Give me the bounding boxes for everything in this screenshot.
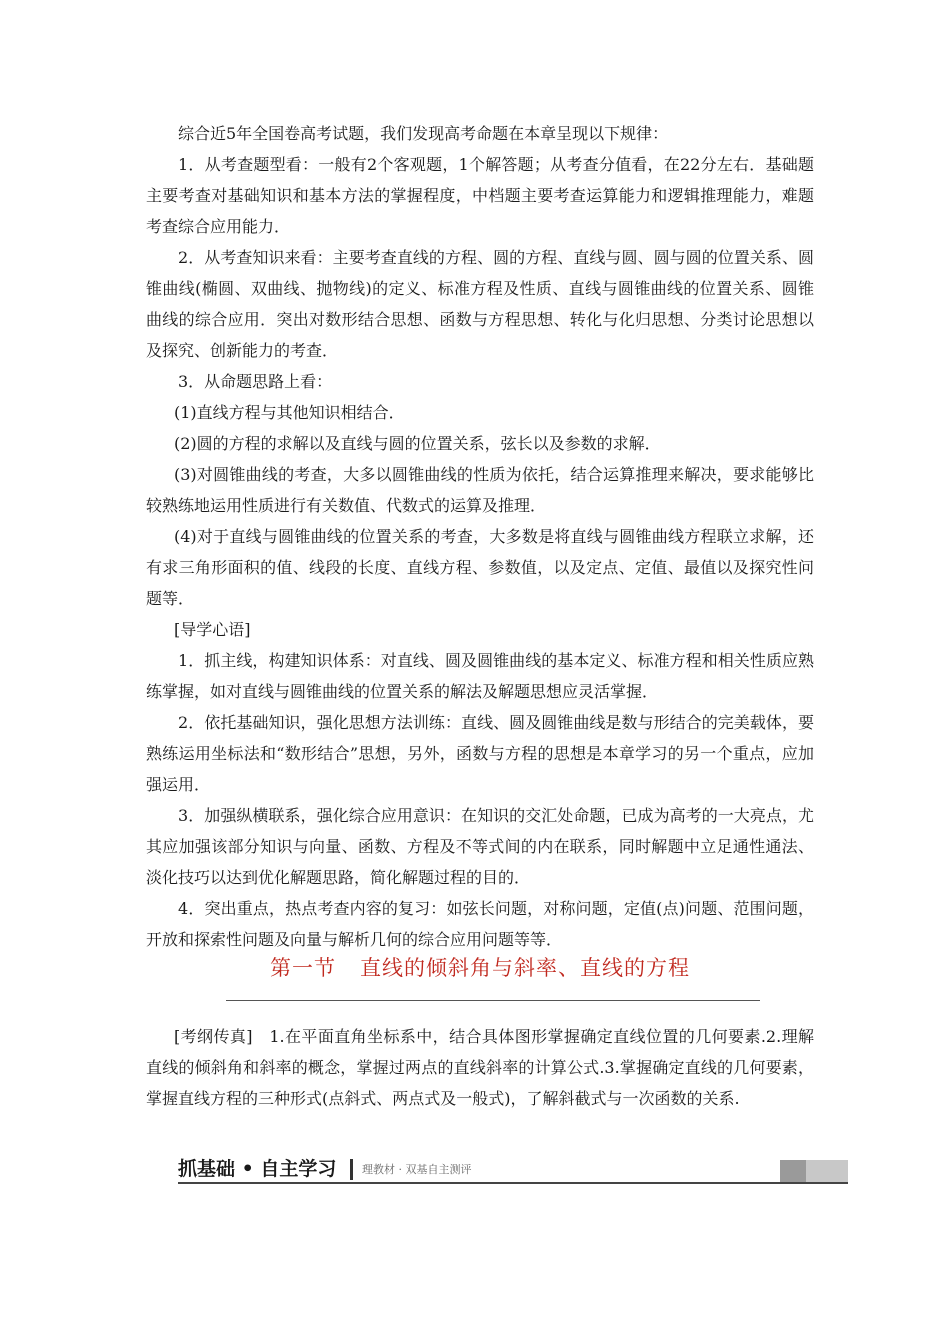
guide-point-2: 2．依托基础知识，强化思想方法训练：直线、圆及圆锥曲线是数与形结合的完美载体，要熟练运用坐标法和“数形结合”思想，另外，函数与方程的思想是本章学习的另一个重点，应加强运用． — [146, 713, 814, 794]
section-title — [146, 952, 814, 982]
intro-point-3: 3．从命题思路上看： — [178, 372, 333, 391]
intro-point-2: 2．从考查知识来看：主要考查直线的方程、圆的方程、直线与圆、圆与圆的位置关系、圆锥曲线(椭圆、双曲线、抛物线)的定义、标准方程及性质、直线与圆锥曲线的位置关系、圆锥曲线的综合应用．突出对数形结合思想、函数与方程思想、转化与化归思想、分类讨论思想以及探究、创新能力的考查． — [146, 248, 814, 360]
intro-point-3-3: (3)对圆锥曲线的考查，大多以圆锥曲线的性质为依托，结合运算推理来解决，要求能够比较熟练地运用性质进行有关数值、代数式的运算及推理． — [146, 465, 814, 515]
banner-decor-light — [806, 1160, 848, 1182]
guide-point-3: 3．加强纵横联系，强化综合应用意识：在知识的交汇处命题，已成为高考的一大亮点，尤其应加强该部分知识与向量、函数、方程及不等式间的内在联系，同时解题中立足通性通法、淡化技巧以达到优化解题思路，简化解题过程的目的． — [146, 806, 814, 887]
section-number: 第一节 — [270, 956, 336, 980]
intro-point-3-4: (4)对于直线与圆锥曲线的位置关系的考查，大多数是将直线与圆锥曲线方程联立求解，还有求三角形面积的值、线段的长度、直线方程、参数值，以及定点、定值、最值以及探究性问题等． — [146, 527, 814, 608]
intro-point-1: 1．从考查题型看：一般有2个客观题，1个解答题；从考查分值看，在22分左右．基础题主要考查对基础知识和基本方法的掌握程度，中档题主要考查运算能力和逻辑推理能力，难题考查综合应用能力． — [146, 155, 814, 236]
intro-section — [146, 118, 814, 955]
banner-separator — [350, 1159, 353, 1180]
guide-point-1: 1．抓主线，构建知识体系：对直线、圆及圆锥曲线的基本定义、标准方程和相关性质应熟练掌握，如对直线与圆锥曲线的位置关系的解法及解题思想应灵活掌握． — [146, 651, 814, 701]
intro-point-3-2: (2)圆的方程的求解以及直线与圆的位置关系，弦长以及参数的求解． — [174, 434, 661, 453]
outline-section — [146, 1021, 814, 1114]
banner-title: 抓基础 • 自主学习 — [178, 1158, 337, 1180]
guide-heading: [导学心语] — [174, 620, 251, 639]
intro-lead: 综合近5年全国卷高考试题，我们发现高考命题在本章呈现以下规律： — [178, 124, 669, 143]
section-banner — [178, 1157, 848, 1183]
outline-text: [考纲传真] 1.在平面直角坐标系中，结合具体图形掌握确定直线位置的几何要素.2.理解直线的倾斜角和斜率的概念，掌握过两点的直线斜率的计算公式.3.掌握确定直线的几何要素，掌握直线方程的三种形式(点斜式、两点式及一般式)，了解斜截式与一次函数的关系. — [146, 1027, 814, 1108]
guide-point-4: 4．突出重点，热点考查内容的复习：如弦长问题，对称问题，定值(点)问题、范围问题，开放和探索性问题及向量与解析几何的综合应用问题等等． — [146, 899, 814, 949]
title-divider — [226, 1000, 760, 1001]
banner-underline — [178, 1182, 848, 1184]
banner-decor-dark — [780, 1160, 806, 1182]
intro-point-3-1: (1)直线方程与其他知识相结合． — [174, 403, 405, 422]
section-name: 直线的倾斜角与斜率、直线的方程 — [360, 956, 690, 980]
banner-subtitle: 理教材 · 双基自主测评 — [362, 1163, 472, 1176]
